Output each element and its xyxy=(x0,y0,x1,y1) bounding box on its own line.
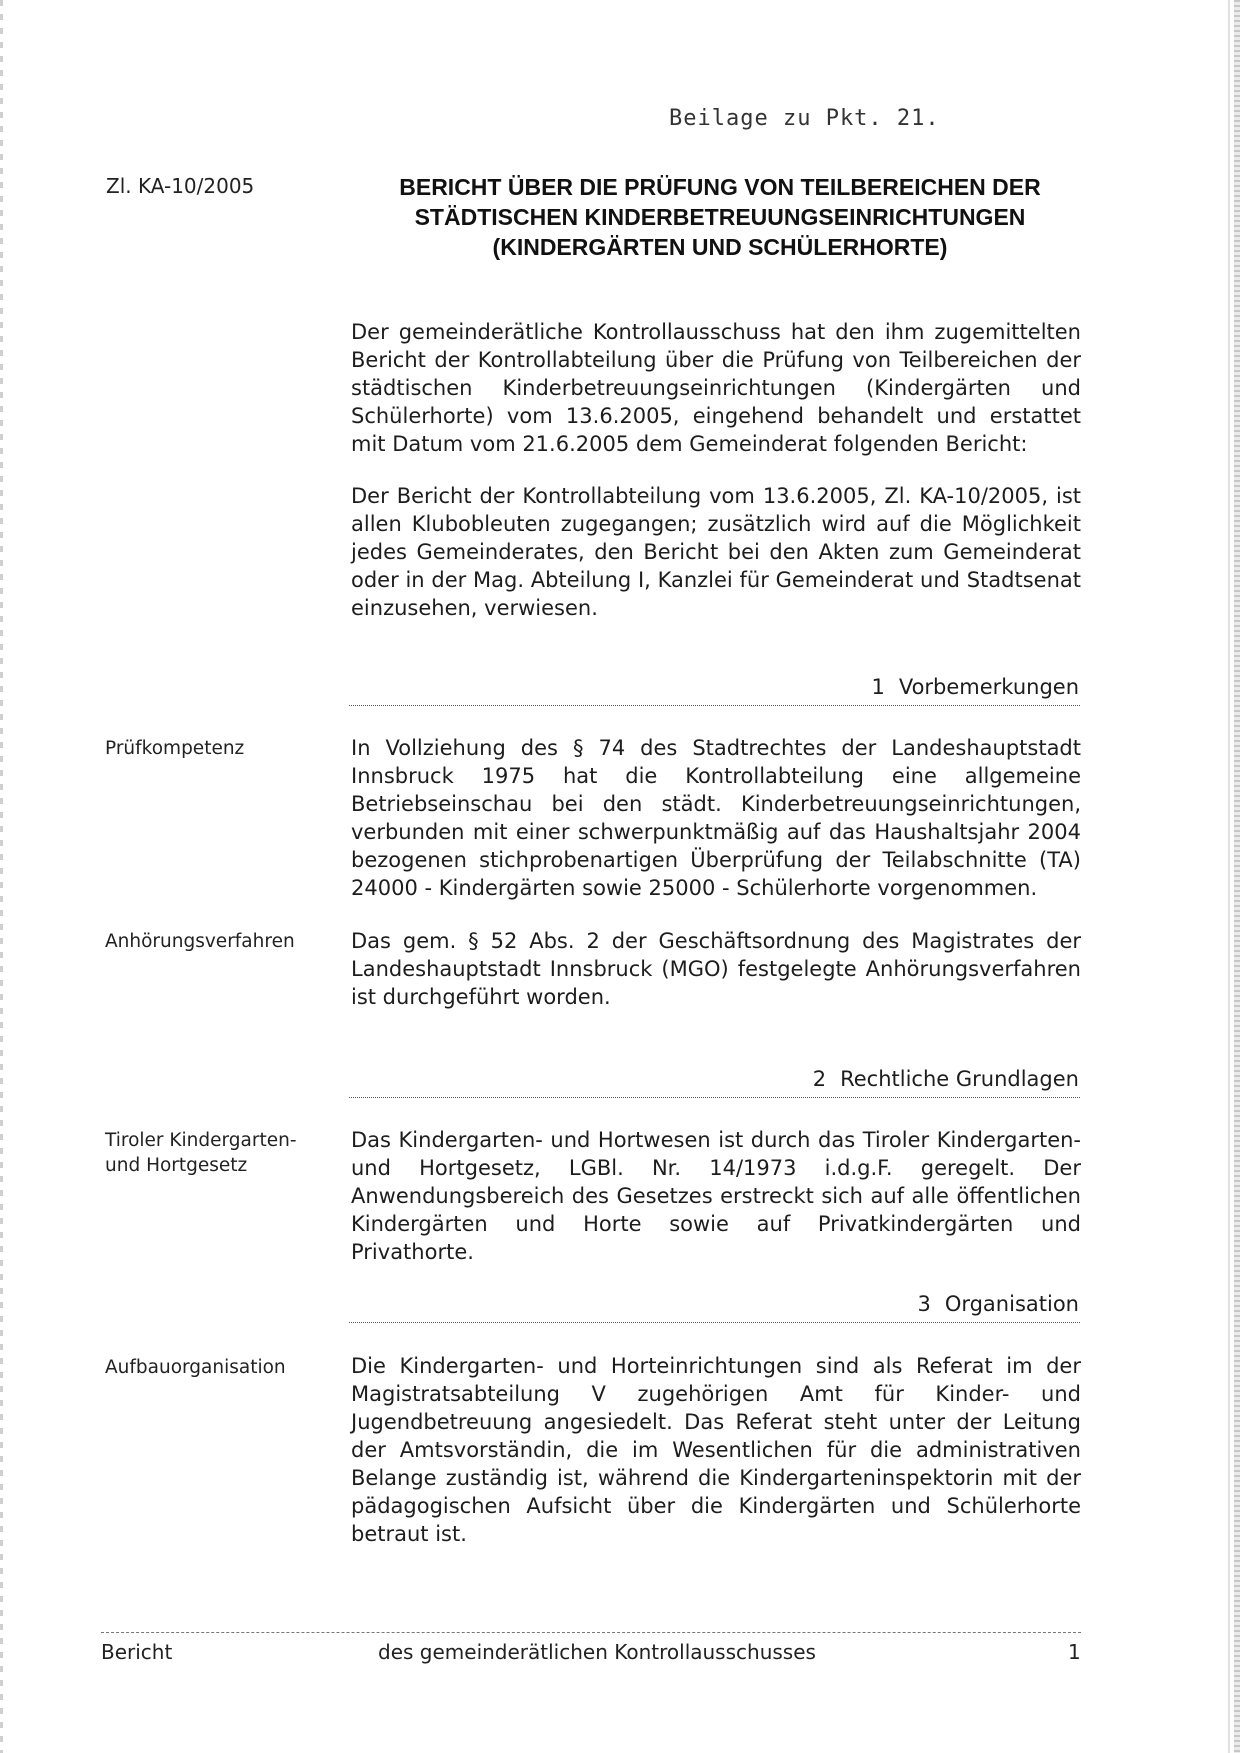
footer-divider xyxy=(101,1632,1081,1633)
section-paragraph: Das gem. § 52 Abs. 2 der Geschäftsordnung des Magistrates der Landeshauptstadt Innsbruck (MGO) festgelegte Anhörungsverfahren ist durchgeführt worden. xyxy=(351,929,1081,1009)
section-heading xyxy=(349,1292,1079,1316)
scan-edge-left xyxy=(0,0,3,1753)
margin-label-line: Tiroler Kindergarten- xyxy=(105,1130,297,1151)
section-divider xyxy=(349,1322,1080,1323)
intro-paragraph: Der Bericht der Kontrollabteilung vom 13.6.2005, Zl. KA-10/2005, ist allen Klubobleuten zugegangen; zusätzlich wird auf die Möglichkeit jedes Gemeinderates, den Bericht bei den Akten zum Gemeinderat oder in der Mag. Abteilung I, Kanzlei für Gemeinderat und Stadtsenat einzusehen, verwiesen. xyxy=(351,484,1081,620)
scan-edge-right xyxy=(1234,0,1240,1753)
margin-label-line: und Hortgesetz xyxy=(105,1155,248,1176)
scan-edge-right-line xyxy=(1228,0,1230,1753)
margin-label: Aufbauorganisation xyxy=(105,1357,286,1378)
section-number: 2 xyxy=(812,1067,827,1091)
attachment-stamp: Beilage zu Pkt. 21. xyxy=(669,106,940,131)
section-number: 1 xyxy=(871,675,885,699)
page-number: 1 xyxy=(1068,1640,1081,1664)
section-title: Rechtliche Grundlagen xyxy=(840,1067,1079,1091)
section-heading xyxy=(349,1067,1079,1091)
section-divider xyxy=(349,705,1080,706)
title-line: BERICHT ÜBER DIE PRÜFUNG VON TEILBEREICHEN DER xyxy=(399,174,1041,200)
section-number: 3 xyxy=(917,1292,931,1316)
footer-center-text: des gemeinderätlichen Kontrollausschusses xyxy=(378,1640,816,1664)
section-title: Vorbemerkungen xyxy=(898,675,1079,699)
reference-number: Zl. KA-10/2005 xyxy=(106,174,255,198)
section-paragraph: In Vollziehung des § 74 des Stadtrechtes der Landeshauptstadt Innsbruck 1975 hat die Kontrollabteilung eine allgemeine Betriebseinschau bei den städt. Kinderbetreuungseinrichtungen, verbunden mit einer schwerpunktmäßig auf das Haushaltsjahr 2004 bezogenen stichprobenartigen Überprüfung der Teilabschnitte (TA) 24000 - Kindergärten sowie 25000 - Schülerhorte vorgenommen. xyxy=(351,736,1081,900)
title-line: STÄDTISCHEN KINDERBETREUUNGSEINRICHTUNGEN xyxy=(414,204,1026,230)
intro-paragraph: Der gemeinderätliche Kontrollausschuss hat den ihm zugemittelten Bericht der Kontrollabteilung über die Prüfung von Teilbereichen der städtischen Kinderbetreuungseinrichtungen (Kindergärten und Schülerhorte) vom 13.6.2005, eingehend behandelt und erstattet mit Datum vom 21.6.2005 dem Gemeinderat folgenden Bericht: xyxy=(351,320,1081,456)
margin-label xyxy=(105,1128,305,1178)
document-title xyxy=(340,172,1100,262)
section-title: Organisation xyxy=(944,1292,1079,1316)
section-divider xyxy=(349,1097,1080,1098)
section-paragraph: Das Kindergarten- und Hortwesen ist durch das Tiroler Kindergarten- und Hortgesetz, LGBl. Nr. 14/1973 i.d.g.F. geregelt. Der Anwendungsbereich des Gesetzes erstreckt sich auf alle öffentlichen Kindergärten und Horte sowie auf Privatkindergärten und Privathorte. xyxy=(351,1128,1081,1264)
title-line: (KINDERGÄRTEN UND SCHÜLERHORTE) xyxy=(492,234,948,260)
section-paragraph: Die Kindergarten- und Horteinrichtungen sind als Referat im der Magistratsabteilung V zugehörigen Amt für Kinder- und Jugendbetreuung angesiedelt. Das Referat steht unter der Leitung der Amtsvorständin, die im Wesentlichen für die administrativen Belange zuständig ist, während die Kindergarteninspektorin mit der pädagogischen Aufsicht über die Kindergärten und Schülerhorte betraut ist. xyxy=(351,1354,1081,1546)
margin-label: Prüfkompetenz xyxy=(105,738,245,759)
section-heading xyxy=(349,675,1079,699)
margin-label: Anhörungsverfahren xyxy=(105,931,295,952)
footer-left-text: Bericht xyxy=(101,1640,173,1664)
